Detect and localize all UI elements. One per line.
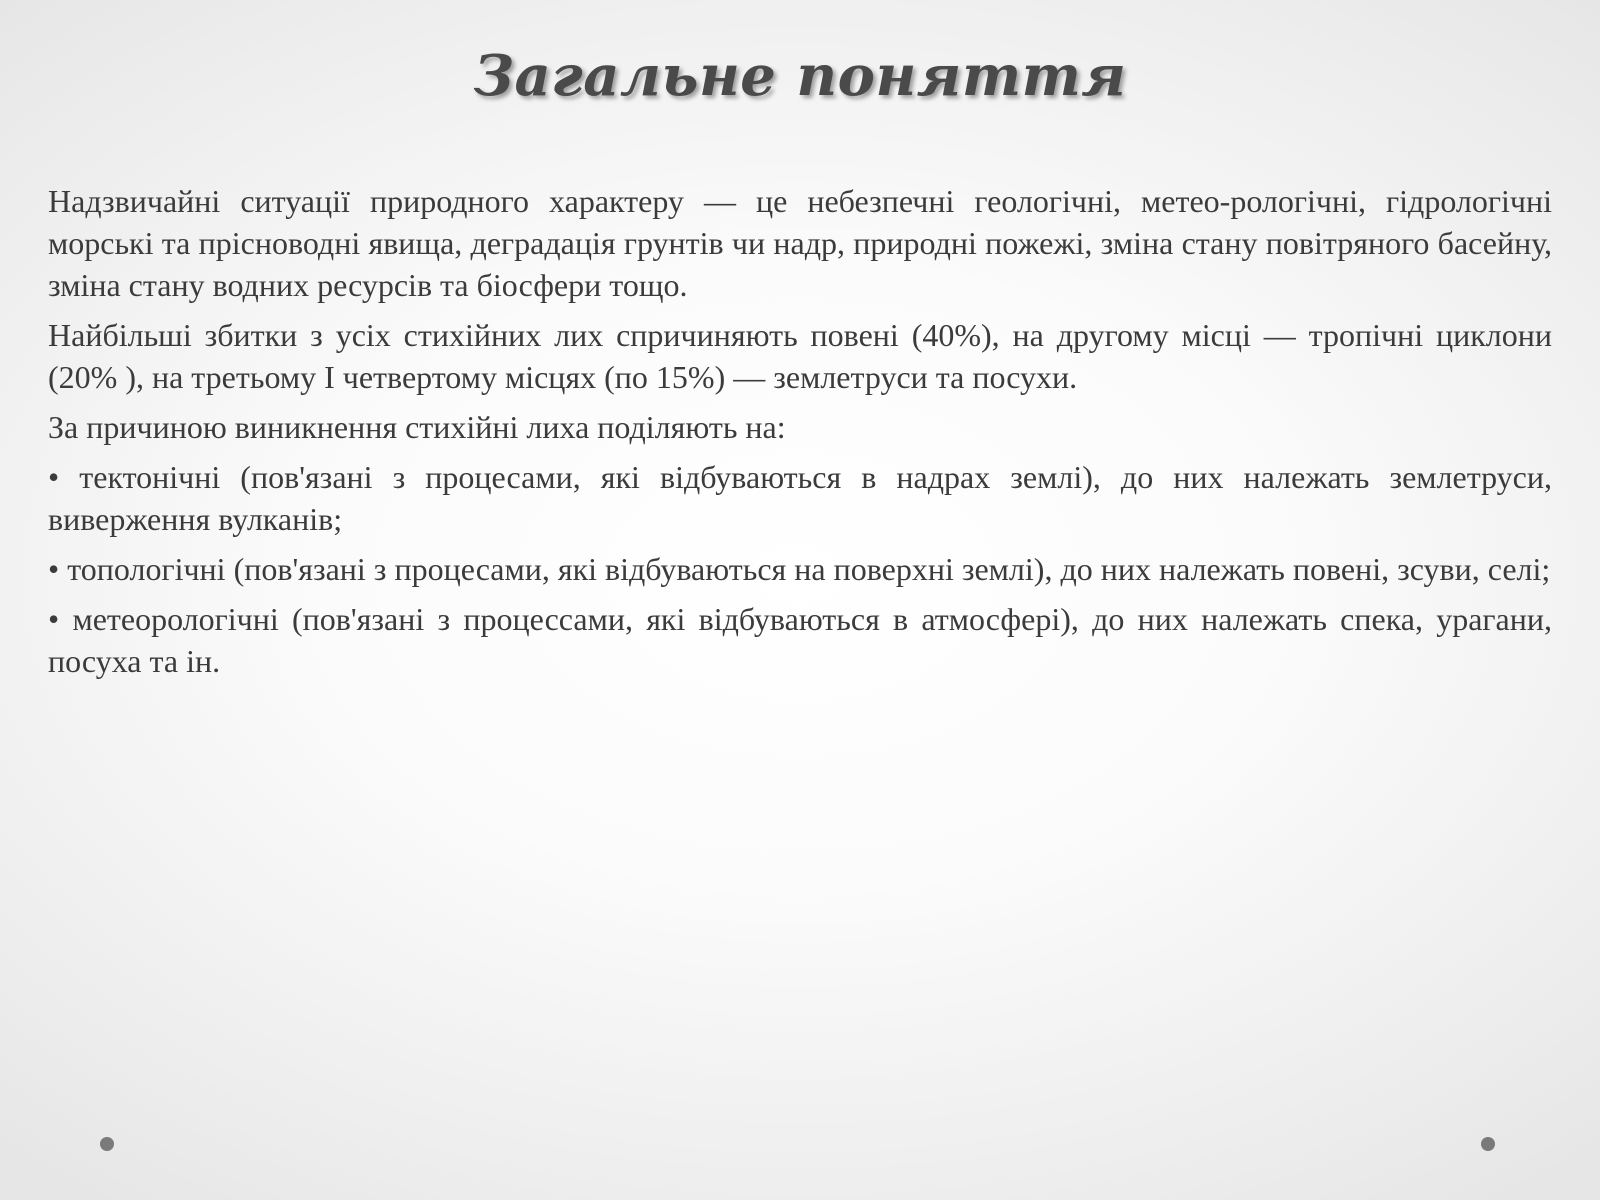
list-item-tectonic: • тектонічні (пов'язані з процесами, які відбуваються в надрах землі), до них належать землетруси, виверження вулканів; — [48, 459, 1552, 537]
decorative-dot-right — [1481, 1137, 1495, 1151]
paragraph-damage-stats: Найбільші збитки з усіх стихійних лих спричиняють повені (40%), на другому місці — тропічні циклони (20% ), на третьому І четвертому місцях (по 15%) — землетруси та посухи. — [48, 317, 1552, 395]
slide-title: Загальне поняття — [473, 43, 1127, 109]
list-item-topological: • топологічні (пов'язані з процесами, які відбуваються на поверхні землі), до них належать повені, зсуви, селі; — [48, 551, 1551, 587]
paragraph-classification-intro: За причиною виникнення стихійні лиха поділяють на: — [48, 409, 786, 445]
list-item-meteorological: • метеорологічні (пов'язані з процессами, які відбуваються в атмосфері), до них належать спека, урагани, посуха та ін. — [48, 601, 1552, 679]
slide-body — [48, 180, 1552, 690]
paragraph-definition: Надзвичайні ситуації природного характеру — це небезпечні геологічні, метео-рологічні, гідрологічні морські та прісноводні явища, деградація грунтів чи надр, природні пожежі, зміна стану повітряного басейну, зміна стану водних ресурсів та біосфери тощо. — [48, 183, 1552, 303]
decorative-dot-left — [100, 1137, 114, 1151]
